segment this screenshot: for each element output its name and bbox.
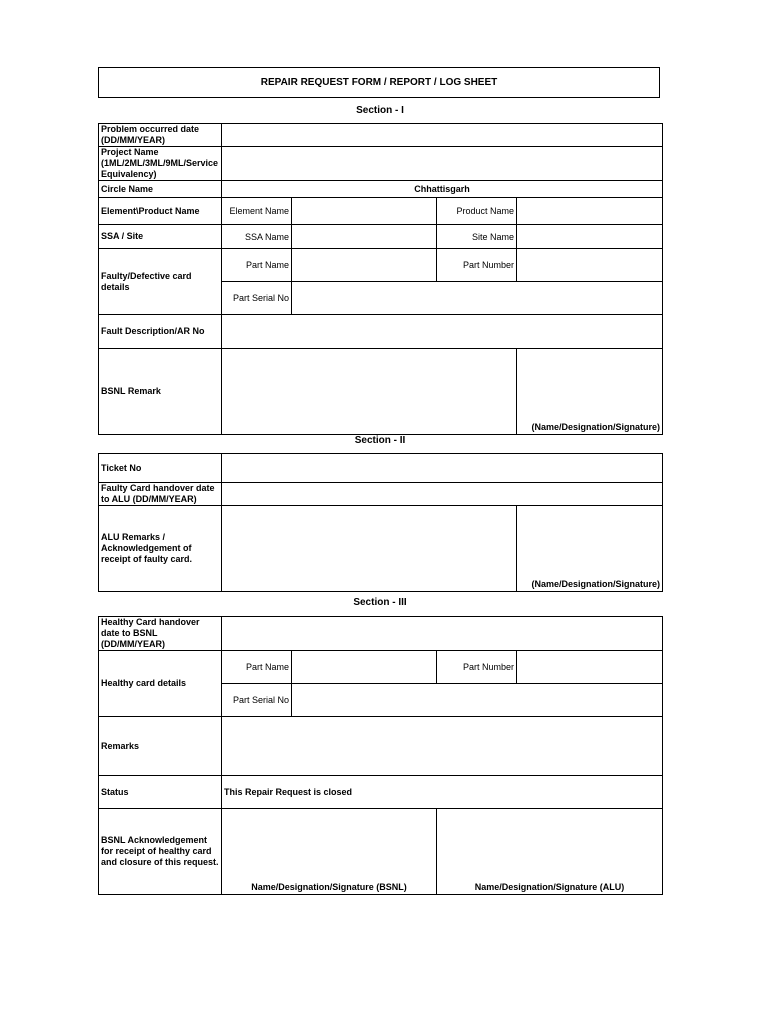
product-name-field[interactable] [517,198,663,225]
bsnl-remark-field[interactable] [222,349,517,435]
element-name-field[interactable] [292,198,437,225]
healthy-part-name-field[interactable] [292,651,437,684]
healthy-part-serial-label: Part Serial No [222,684,292,717]
section-3-title: Section - III [353,597,407,608]
remarks-field[interactable] [222,717,663,776]
ssa-name-label: SSA Name [222,225,292,249]
healthy-handover-label: Healthy Card handover date to BSNL (DD/MM/YEAR) [99,617,222,651]
part-number-label: Part Number [437,249,517,282]
project-name-field[interactable] [222,147,663,181]
alu-remarks-field[interactable] [222,506,517,592]
site-name-label: Site Name [437,225,517,249]
fault-desc-field[interactable] [222,315,663,349]
handover-date-field[interactable] [222,483,663,506]
alu-signature-field[interactable]: Name/Designation/Signature (ALU) [437,809,663,895]
alu-remarks-label: ALU Remarks / Acknowledgement of receipt of faulty card. [99,506,222,592]
part-number-field[interactable] [517,249,663,282]
site-name-field[interactable] [517,225,663,249]
section-1-table [98,123,663,435]
remarks-label: Remarks [99,717,222,776]
handover-date-label: Faulty Card handover date to ALU (DD/MM/YEAR) [99,483,222,506]
element-product-label: Element\Product Name [99,198,222,225]
product-name-label: Product Name [437,198,517,225]
healthy-part-serial-field[interactable] [292,684,663,717]
healthy-details-label: Healthy card details [99,651,222,717]
form-title: REPAIR REQUEST FORM / REPORT / LOG SHEET [98,67,660,98]
healthy-handover-field[interactable] [222,617,663,651]
project-name-label: Project Name (1ML/2ML/3ML/9ML/Service Equivalency) [99,147,222,181]
circle-name-label: Circle Name [99,181,222,198]
section-2-title: Section - II [354,435,406,446]
section-1-title: Section - I [356,105,404,116]
faulty-card-label: Faulty/Defective card details [99,249,222,315]
ssa-name-field[interactable] [292,225,437,249]
bsnl-signature-field[interactable]: Name/Designation/Signature (BSNL) [222,809,437,895]
circle-name-value[interactable]: Chhattisgarh [222,181,663,198]
part-name-field[interactable] [292,249,437,282]
fault-desc-label: Fault Description/AR No [99,315,222,349]
status-value[interactable]: This Repair Request is closed [222,776,663,809]
bsnl-remark-label: BSNL Remark [99,349,222,435]
bsnl-ack-label: BSNL Acknowledgement for receipt of healthy card and closure of this request. [99,809,222,895]
problem-date-field[interactable] [222,124,663,147]
healthy-part-name-label: Part Name [222,651,292,684]
ticket-no-field[interactable] [222,454,663,483]
ticket-no-label: Ticket No [99,454,222,483]
section-3-table [98,616,663,895]
bsnl-remark-signature[interactable]: (Name/Designation/Signature) [517,349,663,435]
status-label: Status [99,776,222,809]
healthy-part-number-label: Part Number [437,651,517,684]
ssa-site-label: SSA / Site [99,225,222,249]
part-serial-field[interactable] [292,282,663,315]
part-name-label: Part Name [222,249,292,282]
element-name-label: Element Name [222,198,292,225]
alu-remarks-signature[interactable]: (Name/Designation/Signature) [517,506,663,592]
healthy-part-number-field[interactable] [517,651,663,684]
problem-date-label: Problem occurred date (DD/MM/YEAR) [99,124,222,147]
section-2-table [98,453,663,592]
part-serial-label: Part Serial No [222,282,292,315]
